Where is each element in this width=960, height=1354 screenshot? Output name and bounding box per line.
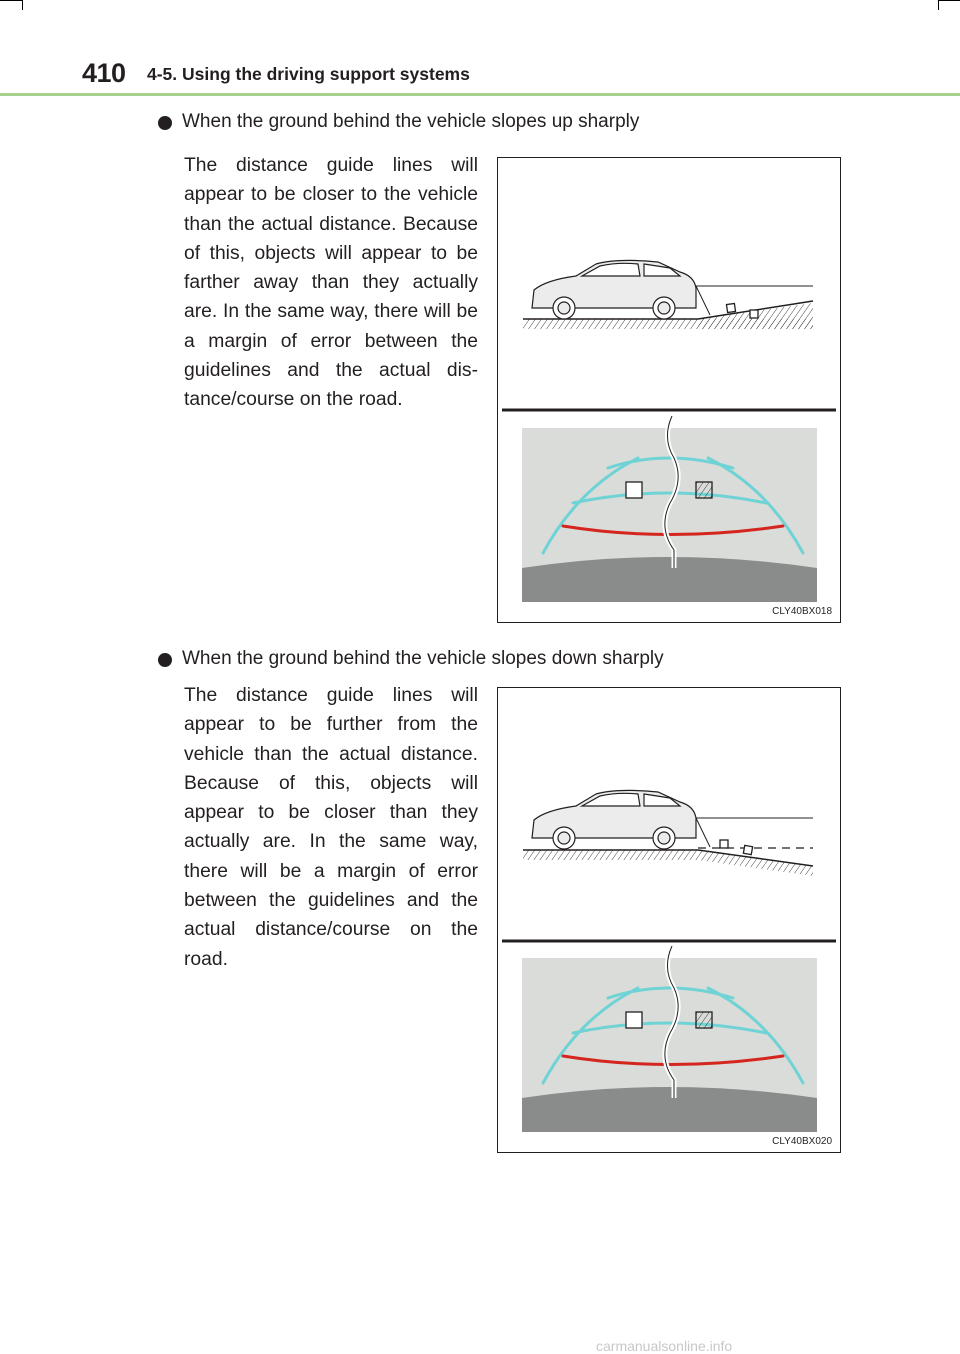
object-box-hatched-icon [696,482,712,498]
footer-watermark[interactable]: carmanualsonline.info [596,1338,733,1354]
object-box-icon [720,840,728,848]
object-box-icon [750,310,758,318]
crop-mark-top-left-v [22,0,23,10]
bullet-text: When the ground behind the vehicle slopes up sharply [182,111,640,132]
crop-mark-top-right-v [938,0,939,10]
bullet-dot-icon [158,116,172,130]
figure-code: CLY40BX020 [772,1136,832,1147]
object-box-icon [626,482,642,498]
figure-slope-up [497,157,841,623]
bullet-dot-icon [158,653,172,667]
paragraph-slope-down: The distance guide lines will appear to be further from the vehicle than the actual distance. Because of this, objects will appear to be closer than they actually are. In the same way, there will be a margin of error between the guidelines and the actual distance/course on the road. [184,685,478,970]
car-side-icon [532,790,696,849]
header-rule [0,93,960,96]
figure-code: CLY40BX018 [772,606,832,617]
object-box-icon [626,1012,642,1028]
section-title: 4-5. Using the driving support systems [147,64,470,84]
bullet-text: When the ground behind the vehicle slopes down sharply [182,648,664,669]
object-box-icon [743,845,752,854]
bumper [522,1087,817,1132]
figure-slope-down [497,687,841,1153]
ground-hatch [523,850,698,860]
paragraph-slope-up: The distance guide lines will appear to be closer to the vehicle than the actual distance. Because of this, objects will appear to be farther away than they actually are. In the same way, there will be a margin of error between the guidelines and the actual dis-tance/course on the road. [184,155,478,411]
bullet-slope-up [158,111,639,133]
bullet-slope-down [158,648,664,670]
bumper [522,557,817,602]
slope-up-illustration [498,158,842,624]
crop-mark-top-right-h [938,0,960,1]
object-box-hatched-icon [696,1012,712,1028]
slope-down-illustration [498,688,842,1154]
car-side-icon [532,260,696,319]
page-number: 410 [82,58,126,88]
crop-mark-top-left-h [0,0,22,1]
object-box-icon [726,303,735,312]
